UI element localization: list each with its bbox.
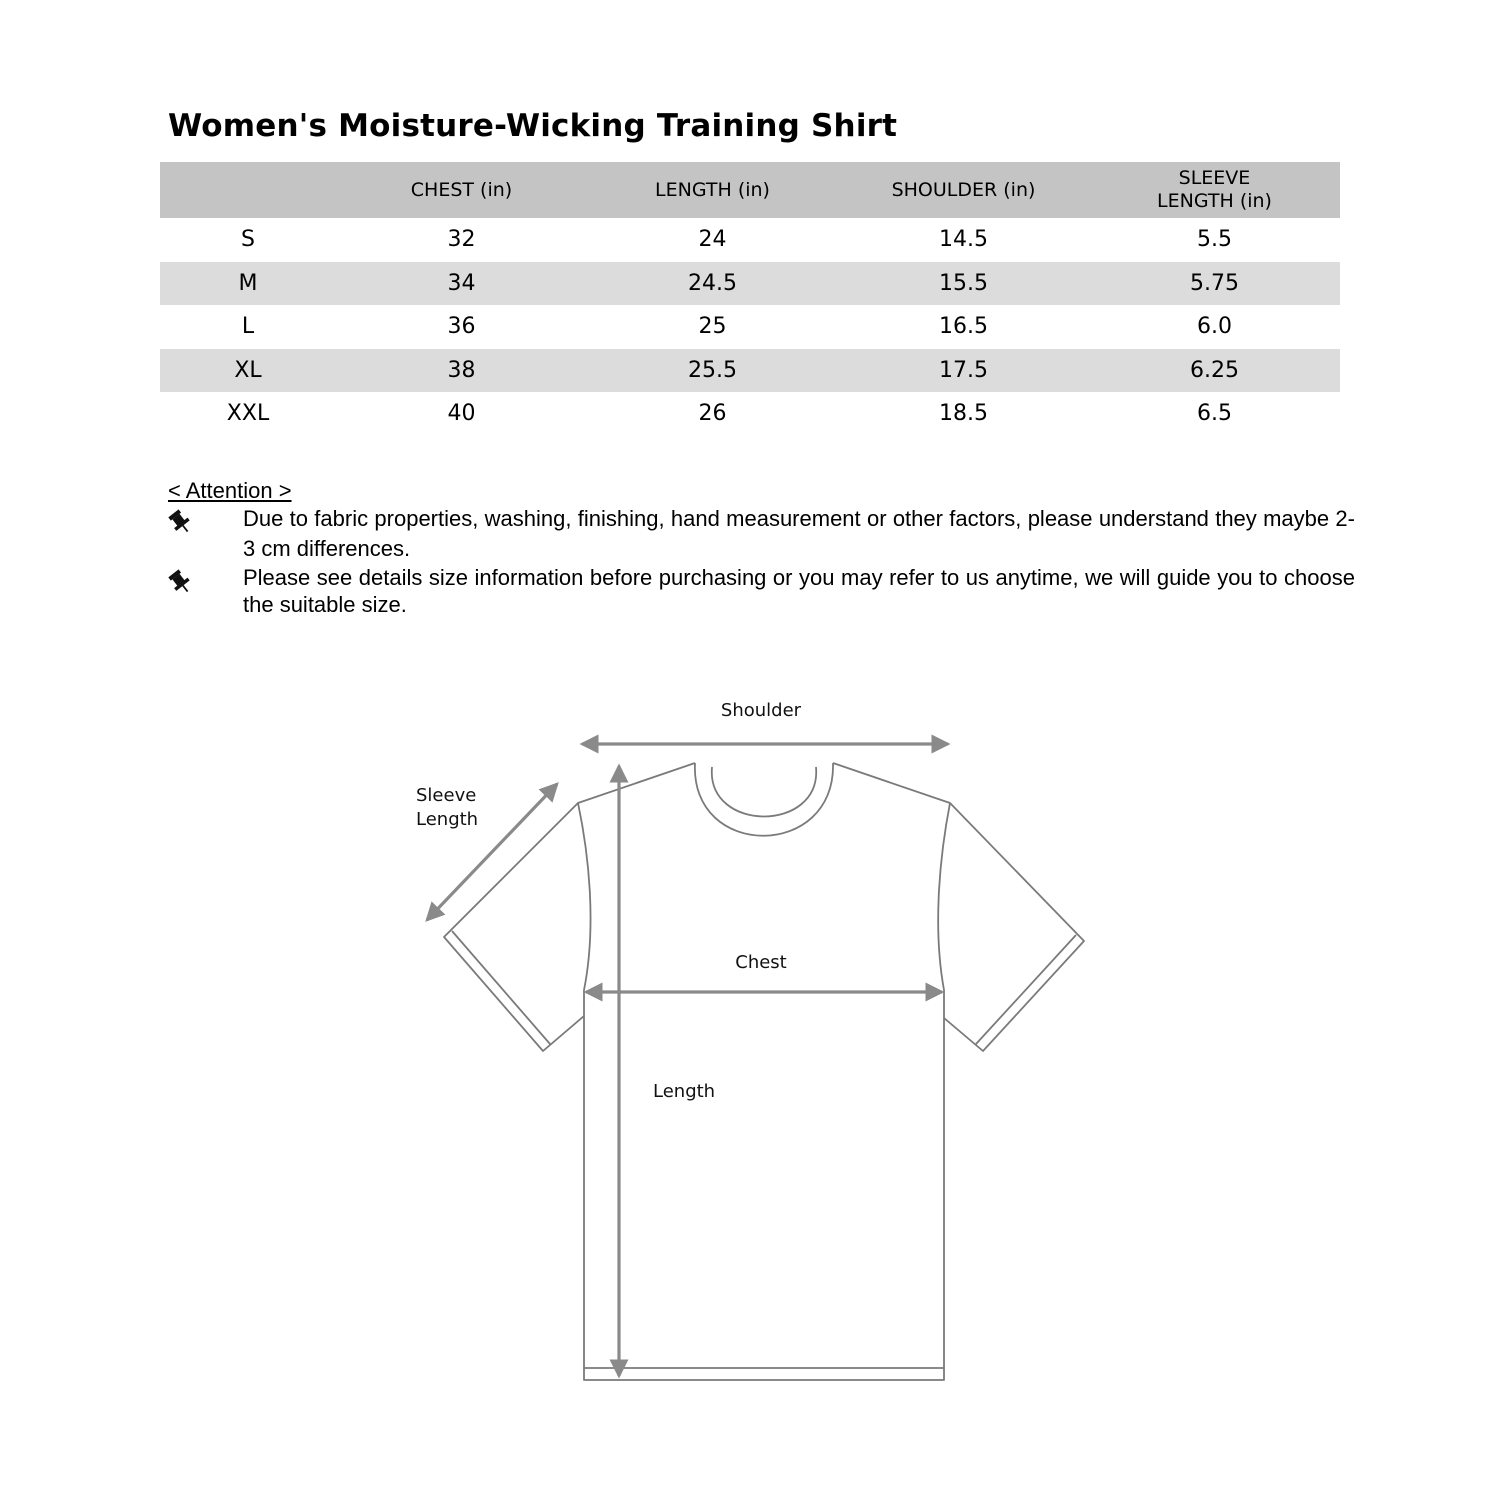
header-chest: CHEST (in) [336, 162, 587, 218]
cell-chest: 40 [447, 401, 476, 427]
header-sleeve-line2: LENGTH (in) [1157, 190, 1272, 212]
page-title: Women's Moisture-Wicking Training Shirt [168, 108, 898, 144]
cell-length: 26 [698, 401, 727, 427]
cell-shoulder: 17.5 [838, 349, 1089, 393]
header-shoulder: SHOULDER (in) [838, 162, 1089, 218]
cell-shoulder: 14.5 [939, 227, 988, 253]
header-length: LENGTH (in) [587, 162, 838, 218]
sleeve-label-line2: Length [416, 809, 479, 830]
cell-sleeve-length: 6.0 [1197, 314, 1232, 340]
cell-chest: 36 [447, 314, 476, 340]
cell-size: XL [160, 349, 336, 393]
shoulder-label: Shoulder [720, 700, 802, 721]
cell-sleeve-length: 5.75 [1089, 262, 1340, 306]
tshirt-outline [444, 763, 1084, 1380]
length-label: Length [653, 1081, 716, 1102]
cell-size: S [241, 227, 255, 253]
cell-size: M [160, 262, 336, 306]
sleeve-label-line1: Sleeve [416, 785, 477, 806]
cell-sleeve-length: 5.5 [1197, 227, 1232, 253]
cell-shoulder: 15.5 [838, 262, 1089, 306]
attention-note-text: Please see details size information before purchasing or you may refer to us anytime, we will guide you to choose the suitable size. [243, 565, 1355, 617]
cell-length: 25.5 [587, 349, 838, 393]
cell-sleeve-length: 6.25 [1089, 349, 1340, 393]
cell-chest: 38 [336, 349, 587, 393]
header-sleeve-line1: SLEEVE [1178, 167, 1251, 189]
cell-length: 24 [698, 227, 727, 253]
attention-heading: < Attention > [168, 478, 292, 503]
cell-size: XXL [226, 401, 270, 427]
cell-length: 25 [698, 314, 727, 340]
cell-size: L [241, 314, 255, 340]
chest-label: Chest [735, 952, 787, 973]
cell-shoulder: 16.5 [939, 314, 988, 340]
cell-chest: 32 [447, 227, 476, 253]
cell-length: 24.5 [587, 262, 838, 306]
cell-chest: 34 [336, 262, 587, 306]
attention-note-text: Due to fabric properties, washing, finishing, hand measurement or other factors, please understand they maybe 2-3 cm differences. [243, 506, 1355, 561]
cell-sleeve-length: 6.5 [1197, 401, 1232, 427]
cell-shoulder: 18.5 [939, 401, 988, 427]
